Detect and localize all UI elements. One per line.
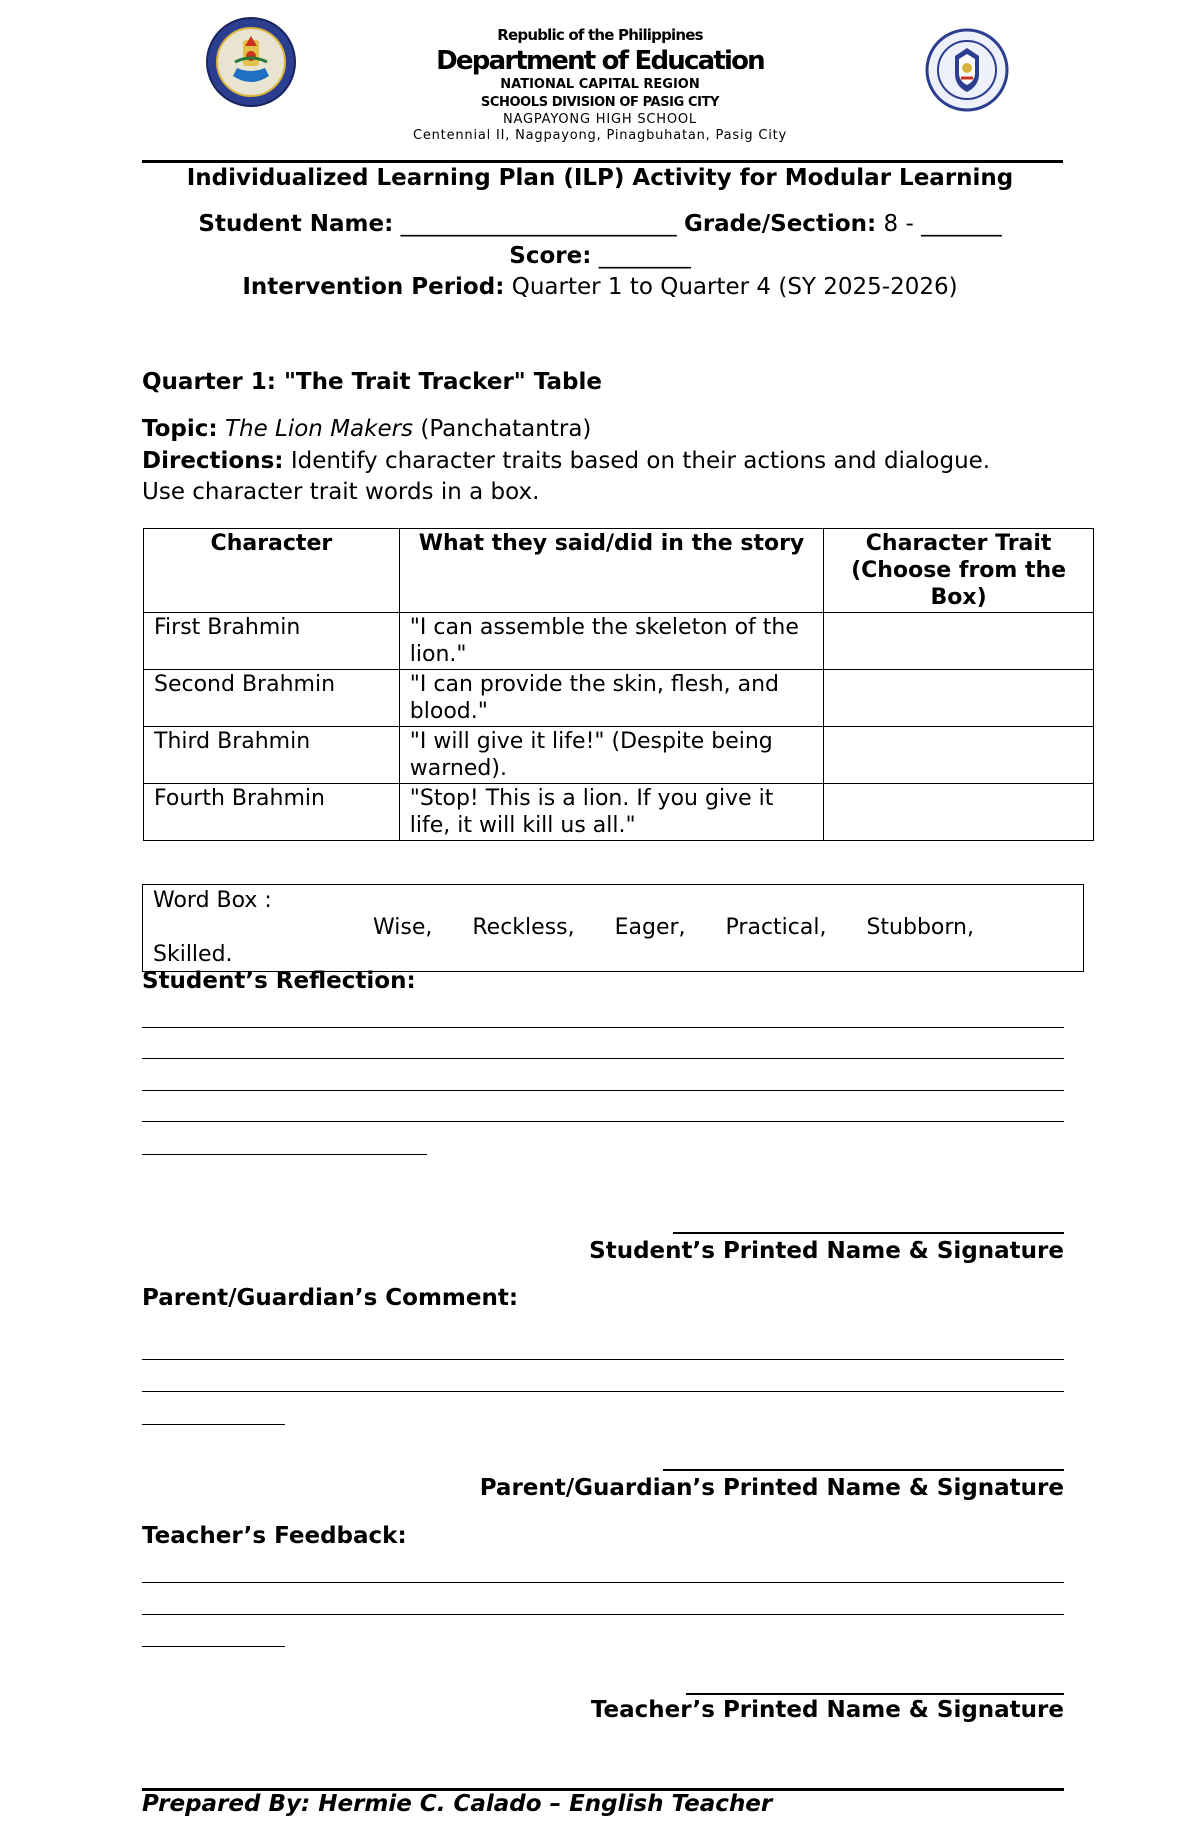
page-title: Individualized Learning Plan (ILP) Activity for Modular Learning xyxy=(186,165,1014,191)
trait-answer-cell[interactable] xyxy=(824,784,1094,841)
action-cell: "Stop! This is a lion. If you give it life, it will kill us all." xyxy=(399,784,823,841)
topic-source: (Panchatantra) xyxy=(420,416,592,442)
reflection-line[interactable] xyxy=(142,1121,1064,1122)
trait-answer-cell[interactable] xyxy=(824,670,1094,727)
action-cell: "I can assemble the skeleton of the lion." xyxy=(399,613,823,670)
score-blank[interactable]: ________ xyxy=(598,243,691,269)
intervention-period-value: Quarter 1 to Quarter 4 (SY 2025-2026) xyxy=(511,274,958,300)
teacher-feedback-line[interactable] xyxy=(142,1582,1064,1583)
character-cell: Third Brahmin xyxy=(144,727,400,784)
teacher-signature-line[interactable] xyxy=(686,1693,1064,1695)
topic-title: The Lion Makers xyxy=(224,416,414,442)
reflection-line[interactable] xyxy=(142,1154,427,1155)
word-box-word: Reckless, xyxy=(472,915,575,940)
quarter-heading: Quarter 1: "The Trait Tracker" Table xyxy=(142,369,602,395)
trait-answer-cell[interactable] xyxy=(824,613,1094,670)
word-box-label: Word Box : xyxy=(153,888,272,913)
header-address: Centennial II, Nagpayong, Pinagbuhatan, Pasig City xyxy=(412,128,788,143)
score-label: Score: xyxy=(509,243,592,269)
teacher-feedback-label: Teacher’s Feedback: xyxy=(142,1523,407,1549)
table-row xyxy=(144,784,1094,841)
directions-row xyxy=(142,448,990,474)
header-republic: Republic of the Philippines xyxy=(497,26,703,44)
character-cell: First Brahmin xyxy=(144,613,400,670)
word-box-word: Wise, xyxy=(373,915,433,940)
directions-line-2: Use character trait words in a box. xyxy=(142,479,540,505)
header-divider xyxy=(142,160,1063,163)
header-division: SCHOOLS DIVISION OF PASIG CITY xyxy=(480,95,720,110)
word-box-word: Stubborn, xyxy=(866,915,974,940)
action-cell: "I will give it life!" (Despite being warned). xyxy=(399,727,823,784)
reflection-label: Student’s Reflection: xyxy=(142,968,416,994)
table-row xyxy=(144,670,1094,727)
intervention-period-row xyxy=(0,274,1200,300)
prepared-by: Prepared By: Hermie C. Calado – English Teacher xyxy=(142,1791,773,1817)
teacher-signature-label: Teacher’s Printed Name & Signature xyxy=(590,1697,1064,1723)
table-header-row xyxy=(144,529,1094,613)
column-header-trait: Character Trait (Choose from the Box) xyxy=(824,529,1094,613)
student-signature-label: Student’s Printed Name & Signature xyxy=(589,1238,1064,1264)
student-name-label: Student Name: xyxy=(198,211,394,237)
column-header-character: Character xyxy=(144,529,400,613)
topic-row xyxy=(142,416,591,442)
topic-label: Topic: xyxy=(142,416,218,442)
student-name-row xyxy=(0,211,1200,237)
teacher-feedback-line[interactable] xyxy=(142,1614,1064,1615)
character-cell: Second Brahmin xyxy=(144,670,400,727)
reflection-line[interactable] xyxy=(142,1090,1064,1091)
directions-text: Identify character traits based on their actions and dialogue. xyxy=(290,448,991,474)
directions-label: Directions: xyxy=(142,448,284,474)
parent-signature-label: Parent/Guardian’s Printed Name & Signature xyxy=(479,1475,1064,1501)
score-row xyxy=(0,243,1200,269)
student-signature-line[interactable] xyxy=(673,1232,1064,1234)
header-department: Department of Education xyxy=(436,46,764,76)
trait-answer-cell[interactable] xyxy=(824,727,1094,784)
word-box-word: Practical, xyxy=(725,915,827,940)
grade-section-value[interactable]: 8 - _______ xyxy=(883,211,1002,237)
intervention-period-label: Intervention Period: xyxy=(242,274,505,300)
reflection-line[interactable] xyxy=(142,1027,1064,1028)
parent-comment-line[interactable] xyxy=(142,1359,1064,1360)
table-row xyxy=(144,613,1094,670)
teacher-feedback-line[interactable] xyxy=(142,1646,285,1647)
word-box-word: Skilled. xyxy=(153,942,233,967)
student-name-blank[interactable]: ________________________ xyxy=(400,211,677,237)
word-box xyxy=(142,884,1084,972)
parent-comment-line[interactable] xyxy=(142,1424,285,1425)
parent-comment-line[interactable] xyxy=(142,1391,1064,1392)
parent-comment-label: Parent/Guardian’s Comment: xyxy=(142,1285,519,1311)
reflection-line[interactable] xyxy=(142,1058,1064,1059)
word-box-words xyxy=(153,914,1073,941)
column-header-action: What they said/did in the story xyxy=(399,529,823,613)
header-region: NATIONAL CAPITAL REGION xyxy=(500,77,700,92)
table-row xyxy=(144,727,1094,784)
grade-section-label: Grade/Section: xyxy=(683,211,877,237)
action-cell: "I can provide the skin, flesh, and blood." xyxy=(399,670,823,727)
trait-tracker-table xyxy=(143,528,1094,841)
parent-signature-line[interactable] xyxy=(663,1469,1064,1471)
character-cell: Fourth Brahmin xyxy=(144,784,400,841)
word-box-word: Eager, xyxy=(614,915,686,940)
header-school: NAGPAYONG HIGH SCHOOL xyxy=(503,112,697,127)
